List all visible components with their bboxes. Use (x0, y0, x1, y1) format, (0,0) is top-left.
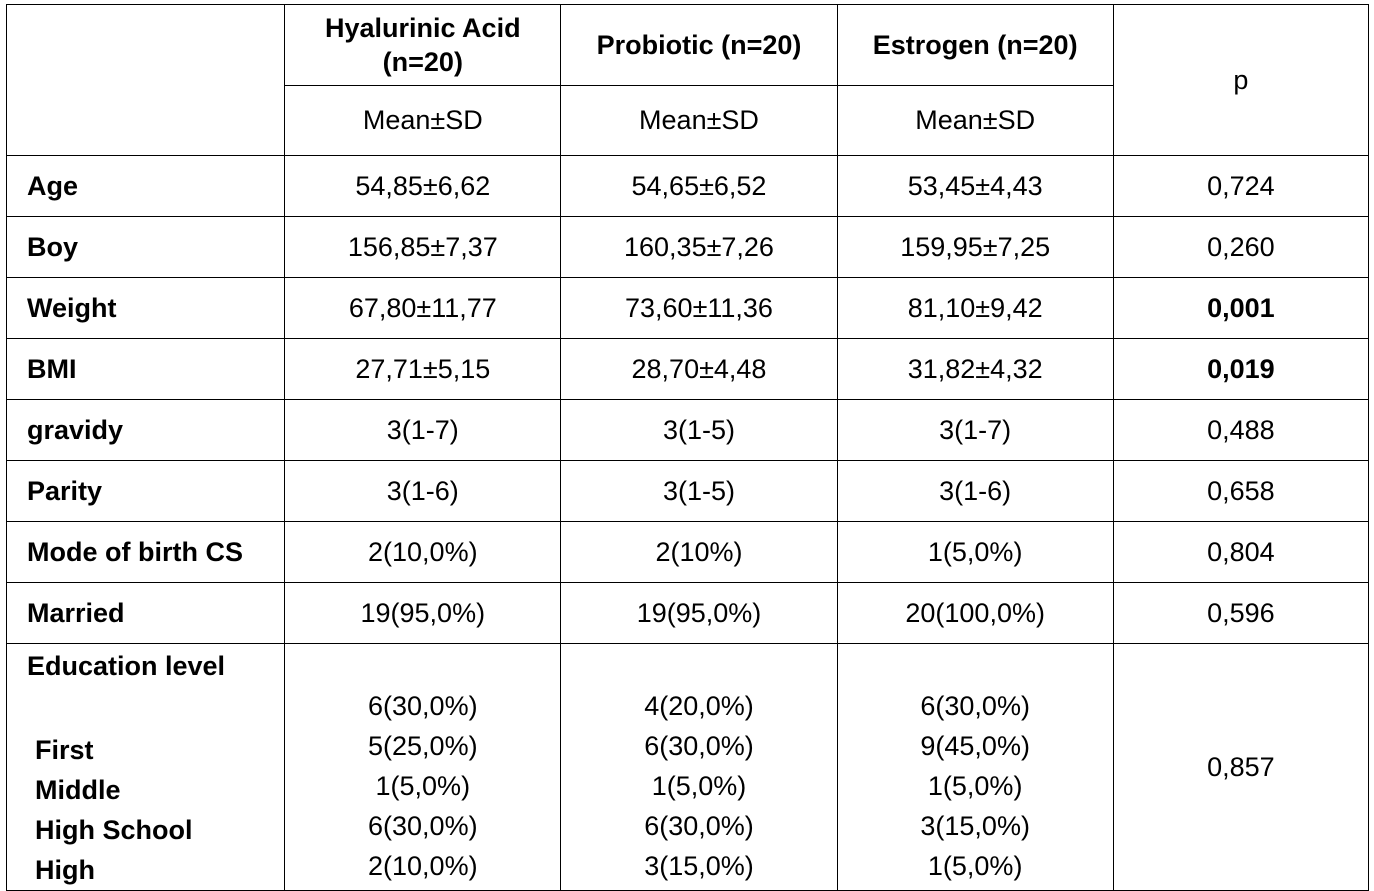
row-label: Age (7, 156, 285, 217)
subheader-2: Mean±SD (561, 86, 837, 156)
cell-probiotic: 73,60±11,36 (561, 278, 837, 339)
education-level-label: Middle (35, 775, 121, 805)
education-value: 6(30,0%) (368, 691, 478, 721)
row-label: Married (7, 583, 285, 644)
cell-probiotic: 28,70±4,48 (561, 339, 837, 400)
cell-hyaluronic: 2(10,0%) (285, 522, 561, 583)
cell-p-significant: 0,001 (1113, 278, 1368, 339)
education-probiotic-cell (561, 644, 837, 891)
row-label: Weight (7, 278, 285, 339)
education-value: 3(15,0%) (644, 851, 754, 881)
cell-probiotic: 19(95,0%) (561, 583, 837, 644)
cell-estrogen: 3(1-7) (837, 400, 1113, 461)
education-value: 1(5,0%) (927, 851, 1023, 881)
table-row (7, 156, 1369, 217)
cell-p: 0,596 (1113, 583, 1368, 644)
education-value: 6(30,0%) (644, 811, 754, 841)
demographics-table (6, 4, 1369, 891)
cell-probiotic: 3(1-5) (561, 400, 837, 461)
row-label: Boy (7, 217, 285, 278)
cell-estrogen: 81,10±9,42 (837, 278, 1113, 339)
header-hyaluronic: Hyalurinic Acid (n=20) (285, 5, 561, 86)
education-value: 1(5,0%) (375, 771, 471, 801)
cell-estrogen: 31,82±4,32 (837, 339, 1113, 400)
cell-p: 0,260 (1113, 217, 1368, 278)
cell-p-significant: 0,019 (1113, 339, 1368, 400)
cell-probiotic: 2(10%) (561, 522, 837, 583)
subheader-1: Mean±SD (285, 86, 561, 156)
cell-p: 0,724 (1113, 156, 1368, 217)
cell-estrogen: 20(100,0%) (837, 583, 1113, 644)
cell-hyaluronic: 3(1-6) (285, 461, 561, 522)
table-row (7, 522, 1369, 583)
education-estrogen-cell (837, 644, 1113, 891)
education-value: 6(30,0%) (368, 811, 478, 841)
cell-estrogen: 53,45±4,43 (837, 156, 1113, 217)
education-value: 1(5,0%) (651, 771, 747, 801)
education-value: 1(5,0%) (927, 771, 1023, 801)
header-empty-cell (7, 5, 285, 156)
education-value: 9(45,0%) (920, 731, 1030, 761)
education-title: Education level (27, 651, 226, 681)
header-probiotic: Probiotic (n=20) (561, 5, 837, 86)
cell-hyaluronic: 67,80±11,77 (285, 278, 561, 339)
education-value: 6(30,0%) (644, 731, 754, 761)
cell-p: 0,658 (1113, 461, 1368, 522)
cell-probiotic: 3(1-5) (561, 461, 837, 522)
cell-p: 0,804 (1113, 522, 1368, 583)
table-row (7, 400, 1369, 461)
cell-probiotic: 54,65±6,52 (561, 156, 837, 217)
table-row (7, 339, 1369, 400)
cell-estrogen: 3(1-6) (837, 461, 1113, 522)
subheader-3: Mean±SD (837, 86, 1113, 156)
header-p: p (1113, 5, 1368, 156)
table-row (7, 217, 1369, 278)
education-p: 0,857 (1113, 644, 1368, 891)
education-value: 6(30,0%) (920, 691, 1030, 721)
header-estrogen: Estrogen (n=20) (837, 5, 1113, 86)
cell-estrogen: 159,95±7,25 (837, 217, 1113, 278)
row-label: Parity (7, 461, 285, 522)
cell-hyaluronic: 156,85±7,37 (285, 217, 561, 278)
education-row (7, 644, 1369, 891)
education-value: 2(10,0%) (368, 851, 478, 881)
education-value: 5(25,0%) (368, 731, 478, 761)
education-value: 3(15,0%) (920, 811, 1030, 841)
cell-hyaluronic: 3(1-7) (285, 400, 561, 461)
table-row (7, 461, 1369, 522)
education-level-label: High School (35, 815, 193, 845)
cell-hyaluronic: 19(95,0%) (285, 583, 561, 644)
row-label: Mode of birth CS (7, 522, 285, 583)
cell-probiotic: 160,35±7,26 (561, 217, 837, 278)
row-label: gravidy (7, 400, 285, 461)
header-row (7, 5, 1369, 86)
education-level-label: First (35, 735, 94, 765)
cell-hyaluronic: 27,71±5,15 (285, 339, 561, 400)
cell-estrogen: 1(5,0%) (837, 522, 1113, 583)
cell-p: 0,488 (1113, 400, 1368, 461)
education-level-label: High (35, 855, 95, 885)
education-value: 4(20,0%) (644, 691, 754, 721)
table-row (7, 278, 1369, 339)
table-row (7, 583, 1369, 644)
education-label-cell (7, 644, 285, 891)
education-hyaluronic-cell (285, 644, 561, 891)
row-label: BMI (7, 339, 285, 400)
cell-hyaluronic: 54,85±6,62 (285, 156, 561, 217)
